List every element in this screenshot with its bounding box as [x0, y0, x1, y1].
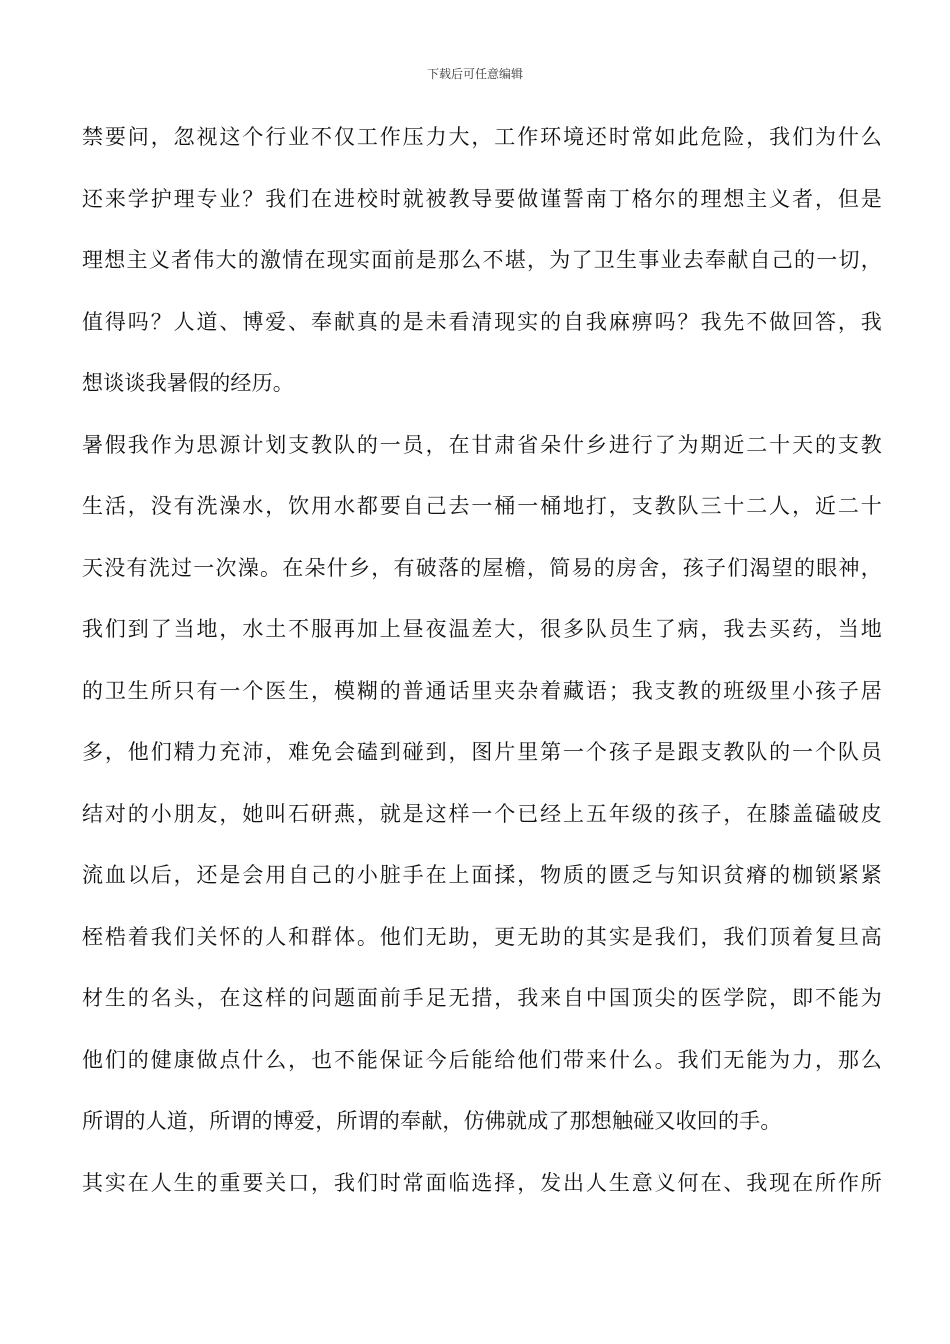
text-line: 生活，没有洗澡水，饮用水都要自己去一桶一桶地打，支教队三十二人，近二十: [82, 494, 882, 518]
text-line: 其实在人生的重要关口，我们时常面临选择，发出人生意义何在、我现在所作所: [82, 1170, 882, 1195]
text-line: 材生的名头，在这样的问题面前手足无措，我来自中国顶尖的医学院，即不能为: [82, 986, 882, 1010]
text-line: 流血以后，还是会用自己的小脏手在上面揉，物质的匮乏与知识贫瘠的枷锁紧紧: [82, 863, 882, 887]
text-line: 天没有洗过一次澡。在朵什乡，有破落的屋檐，简易的房舍，孩子们渴望的眼神，: [82, 555, 882, 580]
text-line: 暑假我作为思源计划支教队的一员，在甘肃省朵什乡进行了为期近二十天的支教: [82, 432, 882, 457]
text-line: 所谓的人道，所谓的博爱，所谓的奉献，仿佛就成了那想触碰又收回的手。: [82, 1109, 782, 1133]
text-line: 理想主义者伟大的激情在现实面前是那么不堪，为了卫生事业去奉献自己的一切，: [82, 248, 882, 272]
text-line: 桎梏着我们关怀的人和群体。他们无助，更无助的其实是我们，我们顶着复旦高: [82, 924, 882, 949]
text-line: 结对的小朋友，她叫石研燕，就是这样一个已经上五年级的孩子，在膝盖磕破皮: [82, 801, 882, 826]
document-body: [82, 117, 882, 1224]
text-line: 还来学护理专业？我们在进校时就被教导要做谨誓南丁格尔的理想主义者，但是: [82, 186, 882, 211]
text-line: 我们到了当地，水土不服再加上昼夜温差大，很多队员生了病，我去买药，当地: [82, 617, 882, 641]
text-line: 禁要问，忽视这个行业不仅工作压力大，工作环境还时常如此危险，我们为什么: [82, 125, 882, 149]
text-line: 的卫生所只有一个医生，模糊的普通话里夹杂着藏语；我支教的班级里小孩子居: [82, 678, 882, 703]
page-header-note: 下载后可任意编辑: [426, 67, 523, 81]
text-line: 他们的健康做点什么，也不能保证今后能给他们带来什么。我们无能为力，那么: [82, 1047, 882, 1072]
text-line: 想谈谈我暑假的经历。: [82, 371, 294, 395]
text-line: 多，他们精力充沛，难免会磕到碰到，图片里第一个孩子是跟支教队的一个队员: [82, 740, 882, 764]
text-line: 值得吗？人道、博爱、奉献真的是未看清现实的自我麻痹吗？我先不做回答，我: [82, 309, 882, 334]
